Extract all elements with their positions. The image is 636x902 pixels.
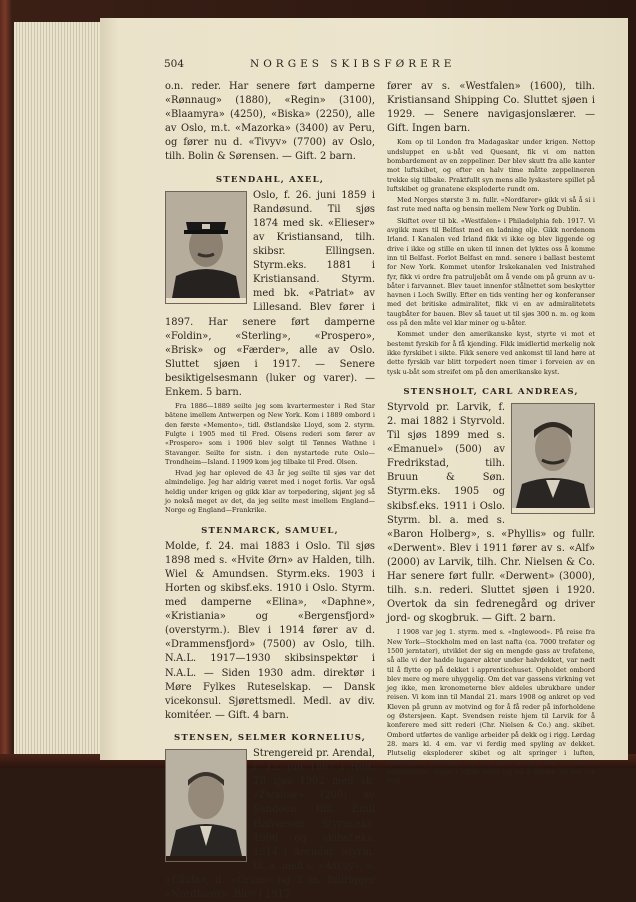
stensholt-portrait bbox=[511, 403, 595, 514]
stensen-entry-end: fører av s. «Westfalen» (1600), tilh. Kristiansand Shipping Co. Sluttet sjøen i 1929. — Senere navigasjonslærer. — Gift. Ingen barn. bbox=[387, 81, 595, 135]
running-title: NORGES SKIBSFØRERE bbox=[250, 58, 456, 70]
stensen-note-4: Kommet under den amerikanske kyst, styrte vi mot et bestemt fyrskib for å få kjending. Fikk imidlertid merkelig nok ikke fyrskibet i sikte. Fikk senere ved ankomst til land høre at dette fyrskib var blitt torpedert noen timer i forveien av en tysk u-båt som streifet om på den amerikanske kyst. bbox=[387, 330, 595, 376]
stensholt-note: I 1908 var jeg 1. styrm. med s. «Inglewood». På reise fra New York—Stockholm med en last nafta (ca. 7000 trefater og 1500 jerntater), utviklet der sig en mengde gass av trefatene, så alle vi der hadde lugarer akter under halvdekket, var nødt til å flytte op på dekket i apprenticehuset. Opholdet ombord blev mere og mere uhyggelig. Om det var gassens virkning vet jeg ikke, men kronometerne blev aldeles ubrukbare under reisen. Vi kom inn til Mandal 21. mars 1908 og ankret op ved Kleven på grunn av motvind og for å få reder på inforholdene og Østersjøen. Kapt. Svendsen reiste hjem til Larvik for å konferere med sitt rederi (Chr. Nielsen & Co.) ang. skibet. Ombord utførtes de vanlige arbeider på dekk og i rigg. Lørdag 28. mars kl. 4 em. var vi ferdig med spyling av dekket. Plutselig eksploderer skibet og alt springer i luften, idflammene omringer alt. Jeg blev slynget høit til værs i flammehavet. Oppe i luften holdt jeg på å kveles, og det var fryk- bbox=[387, 628, 595, 786]
portrait-photo-icon bbox=[512, 404, 594, 508]
running-header bbox=[100, 58, 628, 72]
stendahl-body: Oslo, f. 26. juni 1859 i Randøsund. Til sjøs 1874 med sk. «Elieser» av Kristiansand, tilh. skibsr. Ellingsen. Styrm.eks. 1881 i Kristiansand. Styrm. med bk. «Patriat» av Lillesand. Blev fører i 1897. Har senere ført damperne «Foldin», «Sterling», «Prospero», «Brisk» og «Færder», alle av Oslo. Sluttet sjøen i 1917. — Senere besiktigelsesmann (luker og varer). — Enkem. 5 barn. bbox=[165, 189, 375, 398]
book-page bbox=[100, 18, 628, 900]
stendahl-portrait bbox=[165, 191, 247, 304]
stensholt-body: Styrvold pr. Larvik, f. 2. mai 1882 i Styrvold. Til sjøs 1899 med s. «Emanuel» (500) av Fredrikstad, tilh. Bruun & Søn. Styrm.eks. 1905 og skibsf.eks. 1911 i Oslo. Styrm. bl. a. med s. «Baron Holberg», s. «Phyllis» og fullr. «Derwent». Blev i 1911 fører av s. «Alf» (2000) av Larvik, tilh. Chr. Nielsen & Co. Har senere ført fullr. «Derwent» (3000), tilh. s.n. rederi. Sluttet sjøen i 1920. Overtok da sin fedrenegård og driver jord- og skogbruk. — Gift. 2 barn. bbox=[387, 401, 595, 625]
stensen-note-3: Skiftet over til bk. «Westfalen» i Philadelphia feb. 1917. Vi avgikk mars til Belfast med en ladning olje. Gikk nordenom Irland. I Kanalen ved Irland fikk vi ikke og blev liggende og drive i ikke og stille en uken til innen det lyktes oss å komme inn til Belfast. Forlot Belfast en mnd. senere i ballast bestemt for New York. Kommet utenfor Irskekanalen ved Inistrahed fyr, fikk vi ordre fra patruljebåt om å vende om på grunn av u-båter i farvannet. Blev tauet innenfor stålnettet som beskytter havnen i Loch Swilly. Efter en tids venting her og konferanser med det britiske admiralitet, fikk vi en av admiralitetets taugbåter for bauen. Blev så tauet ut til sjøs 300 n. m. og kom oss på den måte vel klar miner og u-båter. bbox=[387, 216, 595, 328]
stensholt-heading: STENSHOLT, CARL ANDREAS, bbox=[403, 386, 579, 397]
right-column bbox=[387, 80, 595, 788]
page-edges bbox=[14, 22, 104, 762]
stensby-entry-end: o.n. reder. Har senere ført damperne «Rønnaug» (1880), «Regin» (3100), «Blaamyra» (4250), «Biska» (2250), alle av Oslo, m.t. «Mazorka» (3400) av Peru, og fører nu d. «Tivyv» (7700) av Oslo, tilh. Bolin & Sørensen. — Gift. 2 barn. bbox=[165, 81, 375, 163]
stendahl-note-1: Fra 1886—1889 seilte jeg som kvartermester i Red Star bätene imellem Antwerpen og New York. Kom i 1889 ombord i den første «Memento», tidl. Østlandske Lloyd, som 2. styrm. Fulgte i 1905 med til Fred. Olsens rederi som fører av «Prospero» som i 1906 blev solgt til Tønnes Wathne i Stavanger. Seilte for sistn. i den nystartede rute Oslo—Trondheim—Island. I 1909 kom jeg tilbake til Fred. Olsen. bbox=[165, 402, 375, 466]
stensen-portrait bbox=[165, 749, 247, 862]
stensen-note-1: Kom op til London fra Madagaskar under krigen. Nettop undsluppet en u-båt ved Quesant, fik vi om natten bombardement av en zeppeliner. Der blev skutt fra alle kanter mot luftskibet, og efter en halv time måtte zeppelineren trekke sig tilbake. Praktfullt syn mens alle lyskastere spillet på luftskibet og granatene eksploderte rundt om. bbox=[387, 138, 595, 193]
stendahl-heading: STENDAHL, AXEL, bbox=[215, 174, 325, 185]
left-column bbox=[165, 80, 375, 902]
portrait-photo-icon bbox=[166, 750, 246, 856]
stenmarck-body: Molde, f. 24. mai 1883 i Oslo. Til sjøs 1898 med s. «Hvite Ørn» av Halden, tilh. Wiel & Amundsen. Styrm.eks. 1903 i Horten og skibsf.eks. 1910 i Oslo. Styrm. med damperne «Elina», «Daphne», «Kristiania» og «Bergensfjord» (overstyrm.). Blev i 1914 fører av d. «Drammensfjord» (7500) av Oslo, tilh. N.A.L. 1917—1930 skibsinspektør i N.A.L. — Siden 1930 adm. direktør i Møre Fylkes Ruteselskap. — Dansk vicekonsul. Sjørettsmedl. Medl. av div. komitéer. — Gift. 4 barn. bbox=[165, 540, 375, 721]
stenmarck-heading: STENMARCK, SAMUEL, bbox=[201, 525, 339, 536]
portrait-photo-icon bbox=[166, 192, 246, 298]
page-number: 504 bbox=[164, 58, 185, 70]
stendahl-note-2: Hvad jeg har opleved de 43 år jeg seilte til sjøs var det almindelige. Jeg har aldrig været med i noget forlis. Var også heldig under krigen og gikk klar av torpedering, skjønt jeg så jo nokså meget av det, da jeg seilte mest imellem England—Norge og England—Frankrike. bbox=[165, 469, 375, 515]
stensen-heading: STENSEN, SELMER KORNELIUS, bbox=[174, 732, 366, 743]
stensen-note-2: Med Norges største 3 m. fullr. «Nordfarer» gikk vi så å si i fast rute med nafta og bensin mellem New York og Dublin. bbox=[387, 196, 595, 214]
stensen-body: Strengereid pr. Arendal, f. 12. juli 1887 i Holt. Til sjøs 1902 med sk. «Zwalow» (200) av Sandøen, tilh. Emil Halvorsen. Styrm.eks. 1906 og skibsf.eks. 1914 i Arendal. Styrm. bl. a. med s. «Askøy», s. «Ellida», d. «Orion» og 3 m. fullrigger «Nordfarer». Blev i 1917 bbox=[165, 748, 375, 900]
